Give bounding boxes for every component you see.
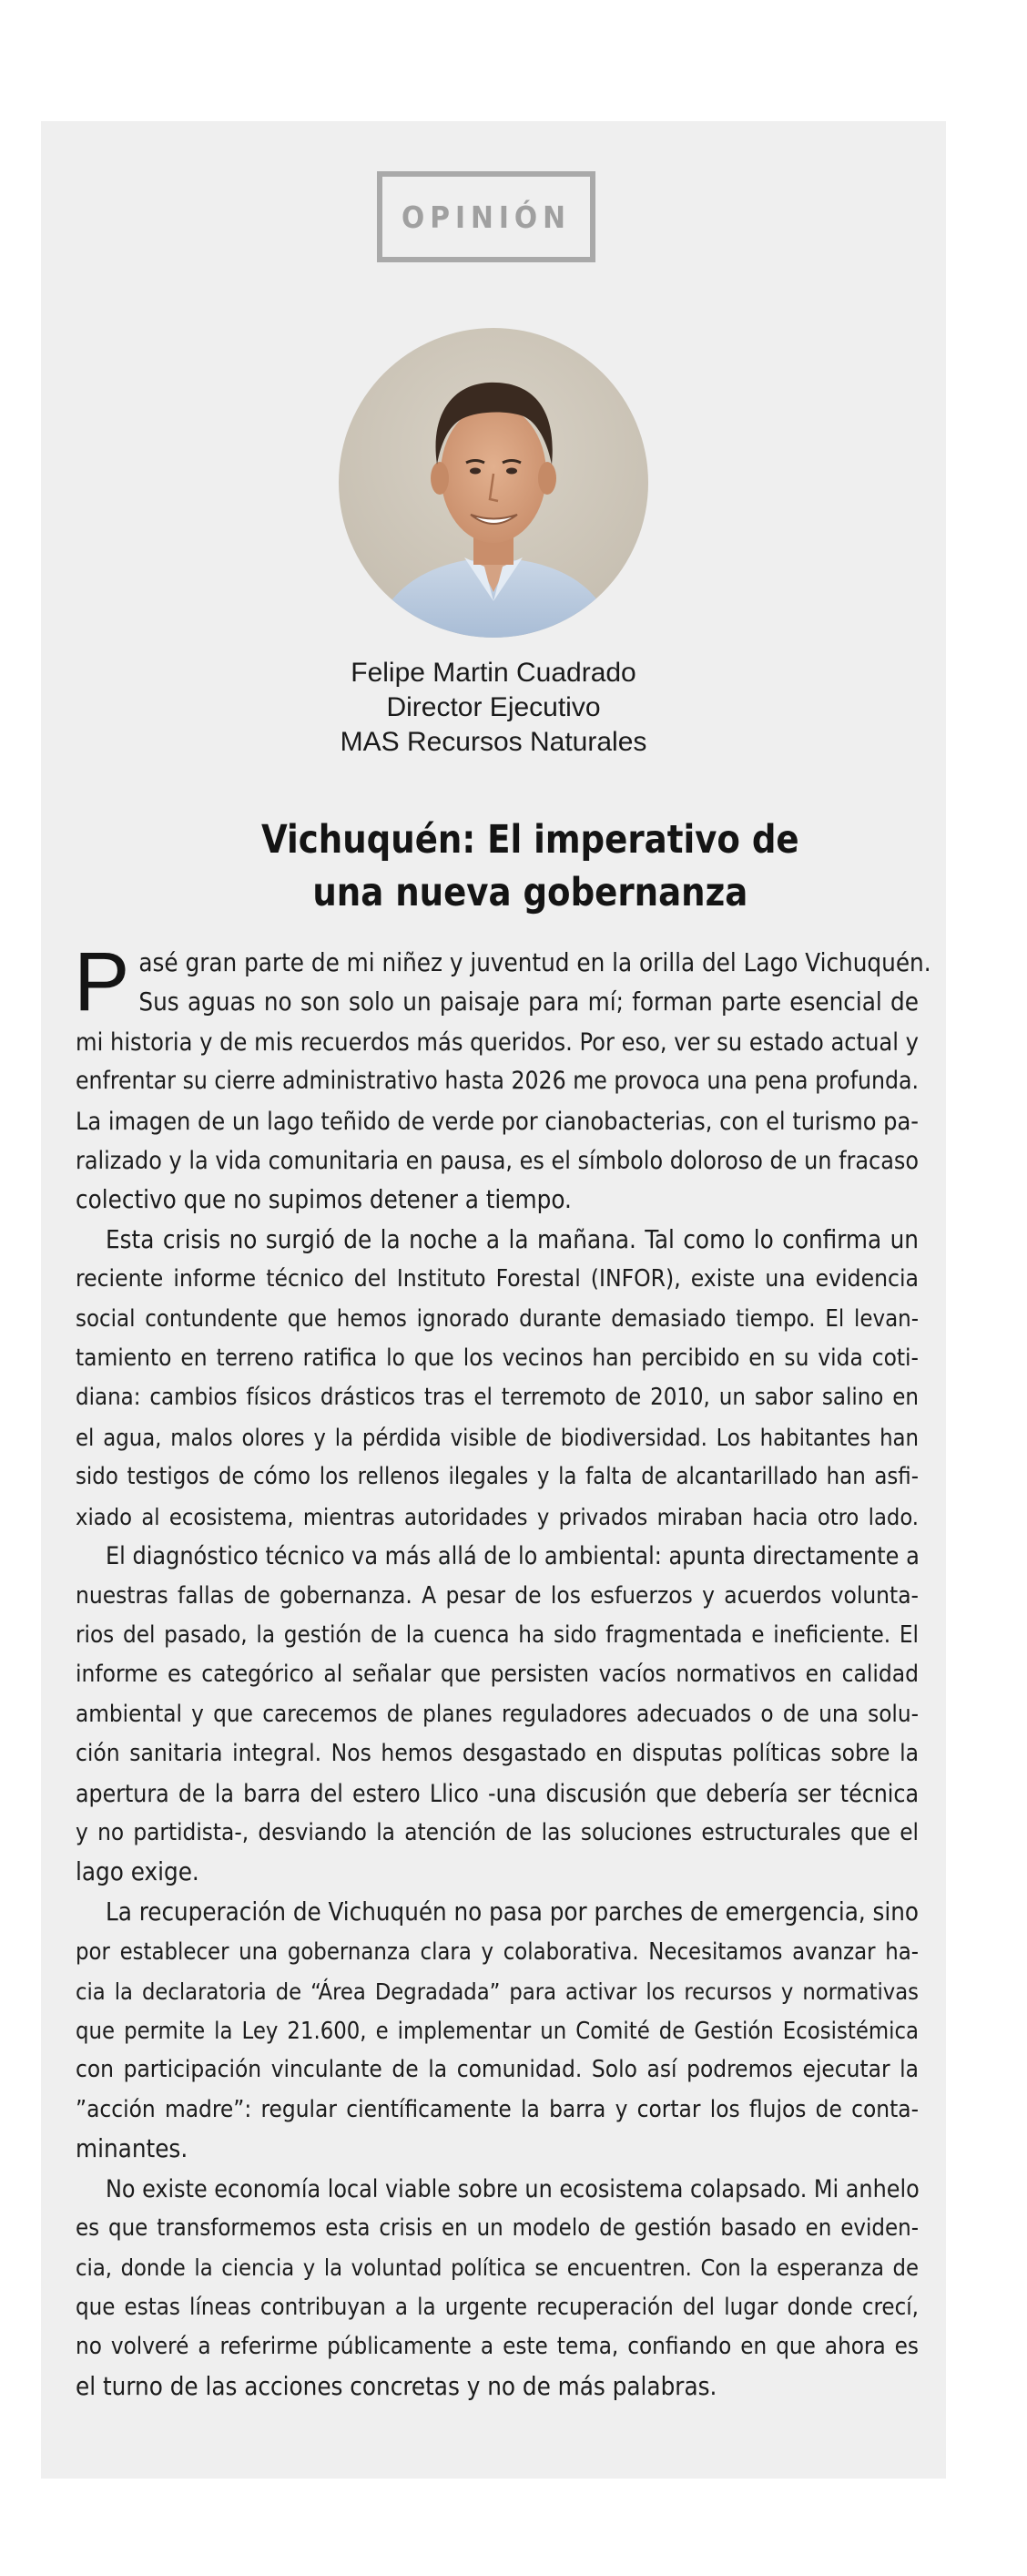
text-line: Sus aguas no son solo un paisaje para mí; forman parte esencial de — [138, 987, 919, 1017]
article-title-line-1: Vichuquén: El imperativo de — [261, 817, 799, 863]
text-line: informe es categórico al señalar que persisten vacíos normativos en calidad — [76, 1661, 919, 1689]
text-line: reciente informe técnico del Instituto Forestal (INFOR), existe una evidencia — [76, 1265, 919, 1293]
author-name: Felipe Martin Cuadrado — [351, 658, 636, 688]
text-line: con participación vinculante de la comunidad. Solo así podremos ejecutar la — [76, 2056, 919, 2084]
author-byline — [41, 656, 946, 760]
text-line: social contundente que hemos ignorado durante demasiado tiempo. El levan- — [76, 1304, 919, 1333]
text-line: asé gran parte de mi niñez y juventud en la orilla del Lago Vichuquén. — [138, 948, 931, 977]
author-role: Director Ejecutivo — [386, 692, 601, 722]
text-line: cia, donde la ciencia y la voluntad política se encuentren. Con la esperanza de — [76, 2254, 919, 2282]
text-line: mi historia y de mis recuerdos más queridos. Por eso, ver su estado actual y — [76, 1027, 919, 1057]
author-portrait — [339, 328, 648, 638]
text-line: La recuperación de Vichuquén no pasa por parches de emergencia, sino — [106, 1897, 919, 1927]
text-line: cia la declaratoria de “Área Degradada” para activar los recursos y normativas — [76, 1978, 919, 2005]
text-line: que estas líneas contribuyan a la urgente recuperación del lugar donde crecí, — [76, 2293, 919, 2321]
author-photo-illustration — [339, 328, 648, 638]
text-line: ”acción madre”: regular científicamente la barra y cortar los flujos de conta- — [76, 2095, 919, 2123]
article-paragraph — [76, 2170, 919, 2407]
text-line: El diagnóstico técnico va más allá de lo ambiental: apunta directamente a — [106, 1542, 920, 1571]
text-line: no volveré a referirme públicamente a este tema, confiando en que ahora es — [76, 2333, 919, 2361]
opinion-column — [41, 121, 946, 2479]
text-line: ralizado y la vida comunitaria en pausa, es el símbolo doloroso de un fracaso — [76, 1147, 919, 1176]
article-body — [74, 935, 931, 2407]
text-line: el agua, malos olores y la pérdida visible de biodiversidad. Los habitantes han — [76, 1423, 919, 1451]
text-line: el turno de las acciones concretas y no de más palabras. — [76, 2371, 717, 2401]
text-line: y no partidista-, desviando la atención de las soluciones estructurales que el — [76, 1818, 919, 1846]
text-line: diana: cambios físicos drásticos tras el terremoto de 2010, un sabor salino en — [76, 1384, 919, 1412]
article-paragraph — [76, 1221, 919, 1537]
text-line: tamiento en terreno ratifica lo que los vecinos han percibido en su vida coti- — [76, 1344, 919, 1373]
article-paragraph — [76, 1537, 919, 1893]
text-line: ambiental y que carecemos de planes reguladores adecuados o de una solu- — [76, 1700, 919, 1728]
article-title-line-2: una nueva gobernanza — [312, 870, 748, 915]
article-title — [59, 813, 1002, 919]
author-organization: MAS Recursos Naturales — [340, 727, 647, 757]
section-label: OPINIÓN — [377, 171, 595, 262]
text-line: que permite la Ley 21.600, e implementar un Comité de Gestión Ecosistémica — [76, 2016, 919, 2044]
text-line: es que transformemos esta crisis en un modelo de gestión basado en eviden- — [76, 2214, 919, 2242]
text-line: No existe economía local viable sobre un ecosistema colapsado. Mi anhelo — [106, 2174, 920, 2203]
text-line: xiado al ecosistema, mientras autoridades y privados miraban hacia otro lado. — [76, 1503, 919, 1530]
text-line: sido testigos de cómo los rellenos ilegales y la falta de alcantarillado han asfi- — [76, 1463, 919, 1491]
text-line: rios del pasado, la gestión de la cuenca ha sido fragmentada e ineficiente. El — [76, 1620, 919, 1649]
text-line: colectivo que no supimos detener a tiempo. — [76, 1185, 572, 1215]
text-line: apertura de la barra del estero Llico -una discusión que debería ser técnica — [76, 1779, 919, 1808]
drop-cap: P — [74, 935, 130, 1028]
text-line: nuestras fallas de gobernanza. A pesar de los esfuerzos y acuerdos volunta- — [76, 1581, 919, 1610]
text-line: lago exige. — [76, 1857, 199, 1887]
text-line: enfrentar su cierre administrativo hasta 2026 me provoca una pena profunda. — [76, 1068, 919, 1096]
article-paragraph — [76, 1893, 919, 2170]
text-line: ción sanitaria integral. Nos hemos desgastado en disputas políticas sobre la — [76, 1740, 919, 1768]
article-paragraph — [74, 935, 931, 1221]
text-line: La imagen de un lago teñido de verde por cianobacterias, con el turismo pa- — [76, 1107, 919, 1136]
text-line: minantes. — [76, 2134, 188, 2164]
text-line: por establecer una gobernanza clara y colaborativa. Necesitamos avanzar ha- — [76, 1937, 919, 1966]
text-line: Esta crisis no surgió de la noche a la mañana. Tal como lo confirma un — [106, 1224, 919, 1254]
